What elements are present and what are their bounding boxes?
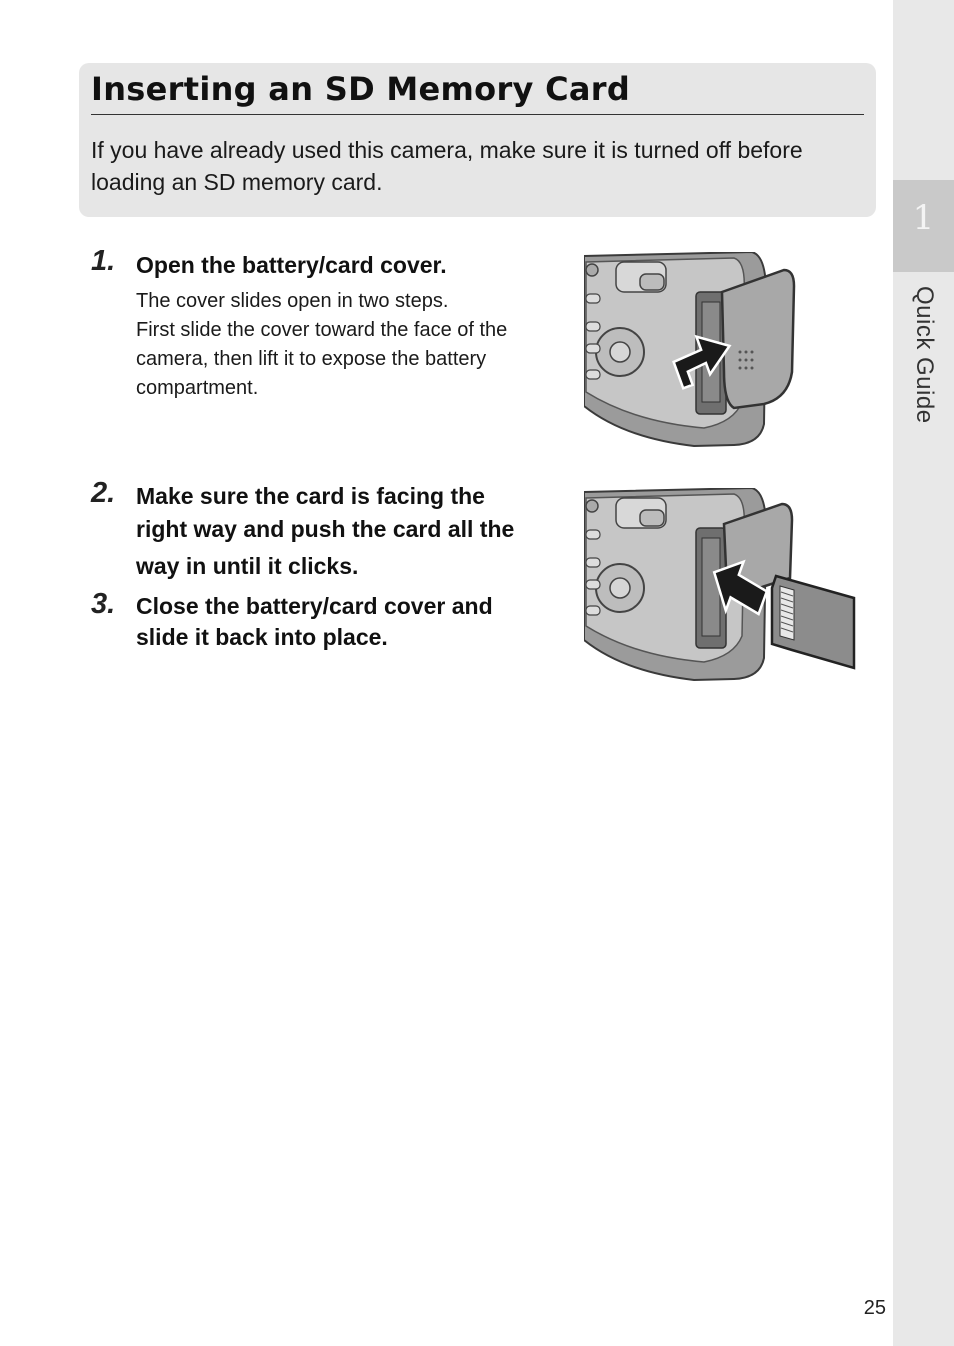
- step-1-body-line: First slide the cover toward the face of the camera, then lift it to expose the battery compartment.: [136, 319, 508, 399]
- step-2-title: [136, 480, 514, 583]
- step-2-title-line: way in until it clicks.: [136, 553, 359, 579]
- camera-insert-sd-card-icon: [584, 488, 859, 682]
- step-3-number: 3.: [91, 588, 116, 620]
- chapter-label: Quick Guide: [911, 286, 938, 424]
- step-3-title-line: Close the battery/card cover and: [136, 593, 493, 619]
- step-1-body: [136, 287, 566, 403]
- chapter-number: 1: [912, 198, 935, 238]
- page-number: 25: [863, 1297, 886, 1319]
- title-divider: [91, 114, 864, 115]
- step-3-title: [136, 591, 493, 653]
- step-2-number: 2.: [91, 477, 116, 509]
- step-1-title: Open the battery/card cover.: [136, 252, 447, 278]
- intro-text: If you have already used this camera, make sure it is turned off before loading an SD memory card.: [91, 137, 803, 195]
- step-2-title-line: Make sure the card is facing the: [136, 483, 485, 509]
- step-2-title-line: right way and push the card all the: [136, 516, 515, 542]
- step-3-title-line: slide it back into place.: [136, 624, 388, 650]
- step-1-body-line: The cover slides open in two steps.: [136, 290, 449, 312]
- step-1-number: 1.: [91, 245, 116, 277]
- camera-open-cover-icon: [584, 252, 799, 448]
- page-title: Inserting an SD Memory Card: [91, 70, 631, 108]
